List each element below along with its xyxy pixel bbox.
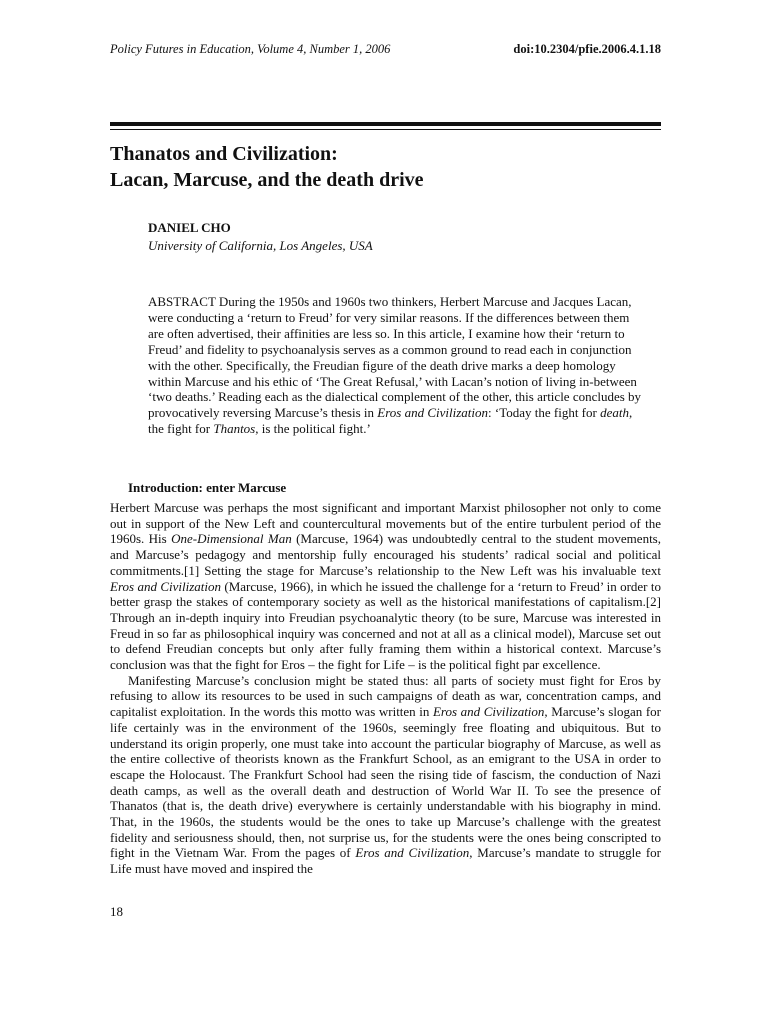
body-text: [110, 500, 661, 877]
abstract-quote-part-3: , is the political fight.’: [255, 421, 371, 437]
body-paragraph-2: [110, 673, 661, 877]
paragraph-1-text-b: (Marcuse, 1964) was undoubtedly central to the student movements, and Marcuse’s pedagogy and mentorship fully encouraged his students’ radical social and political commitments.[1] Setting the stage for Marcuse’s relationship to the New Left was his invaluable text: [110, 531, 661, 578]
paragraph-2-text-b: , Marcuse’s slogan for life certainly was in the environment of the 1960s, seemingly free floating and ubiquitous. But to understand its origin properly, one must take into account the particular biography of Marcuse, as well as the entire collective of theorists known as the Frankfurt School, as an emigrant to the USA in order to escape the Holocaust. The Frankfurt School had seen the rising tide of fascism, the conduction of Nazi death camps, as well as the overall death and destruction of World War II. To see the presence of Thanatos (that is, the death drive) everywhere is certainly understandable with his biography in mind. That, in the 1960s, the students would be the ones to take up Marcuse’s challenge with the greatest fidelity and seriousness should, then, not surprise us, for the students were the ones being conscripted to fight in the Vietnam War. From the pages of: [110, 704, 661, 861]
abstract-death-term: death: [600, 405, 629, 421]
section-heading: Introduction: enter Marcuse: [128, 480, 287, 495]
article-title: [110, 141, 661, 193]
paragraph-2-text-c: , Marcuse’s mandate to struggle for Life must have moved and inspired the: [110, 845, 661, 877]
author-block: [148, 219, 648, 255]
title-line-2: Lacan, Marcuse, and the death drive: [110, 169, 424, 191]
paragraph-2-title-eros-and-civilization-2: Eros and Civilization: [355, 845, 470, 861]
paragraph-1-text-c: (Marcuse, 1966), in which he issued the challenge for a ‘return to Freud’ in order to better grasp the stakes of contemporary society as well as the historical manifestations of capitalism.[2] Through an in-depth inquiry into Freudian psychoanalytic theory (to be sure, Marcuse was interested in Freud in so far as philosophical inquiry was concerned and not at all as a clinical model), Marcuse set out to defend Freudian concepts but only after fully framing them within a historical context. Marcuse’s conclusion was that the fight for Eros – the fight for Life – is the political fight par excellence.: [110, 578, 661, 673]
author-affiliation: University of California, Los Angeles, USA: [148, 238, 373, 253]
abstract-paragraph: [148, 294, 642, 437]
paragraph-1-title-eros-and-civilization: Eros and Civilization: [110, 578, 221, 594]
running-header: [110, 42, 661, 60]
title-line-1: Thanatos and Civilization:: [110, 143, 338, 165]
doi-link[interactable]: doi:10.2304/pfie.2006.4.1.18: [513, 42, 661, 56]
author-name: DANIEL CHO: [148, 220, 231, 235]
journal-citation: Policy Futures in Education, Volume 4, Number 1, 2006: [110, 42, 391, 56]
abstract-quote-part-1: : ‘Today the fight for: [488, 405, 601, 421]
body-paragraph-1: [110, 500, 661, 673]
abstract-quote-part-2: , the fight for: [148, 405, 633, 437]
header-rule-thin: [110, 129, 661, 130]
abstract-text: ABSTRACT During the 1950s and 1960s two thinkers, Herbert Marcuse and Jacques Lacan, were conducting a ‘return to Freud’ for very similar reasons. If the differences between them are often advertised, their affinities are less so. In this article, I examine how their ‘return to Freud’ and fidelity to psychoanalysis serves as a common ground to read each in conjunction with the other. Specifically, the Freudian figure of the death drive marks a deep homology within Marcuse and his ethic of ‘The Great Refusal,’ with Lacan’s notion of living in-between ‘two deaths.’ Reading each as the dialectical complement of the other, this article concludes by provocatively reversing Marcuse’s thesis in: [148, 294, 642, 421]
paragraph-1-title-one-dimensional-man: One-Dimensional Man: [171, 531, 292, 547]
paragraph-2-text-a: Manifesting Marcuse’s conclusion might be stated thus: all parts of society must fight for Eros by refusing to allow its resources to be used in such campaigns of death as war, concentration camps, and capitalist exploitation. In the words this motto was written in: [110, 672, 661, 720]
abstract: [148, 294, 642, 437]
paragraph-1-text-a: Herbert Marcuse was perhaps the most significant and important Marxist philosopher not only to come out in support of the New Left and countercultural movements but of the entire turbulent period of the 1960s. His: [110, 500, 661, 547]
header-rule-thick: [110, 122, 661, 126]
paragraph-2-title-eros-and-civilization-1: Eros and Civilization: [432, 704, 545, 720]
page-number: 18: [110, 904, 123, 919]
abstract-thantos-term: Thantos: [213, 421, 256, 437]
abstract-book-title: Eros and Civilization: [377, 405, 488, 421]
